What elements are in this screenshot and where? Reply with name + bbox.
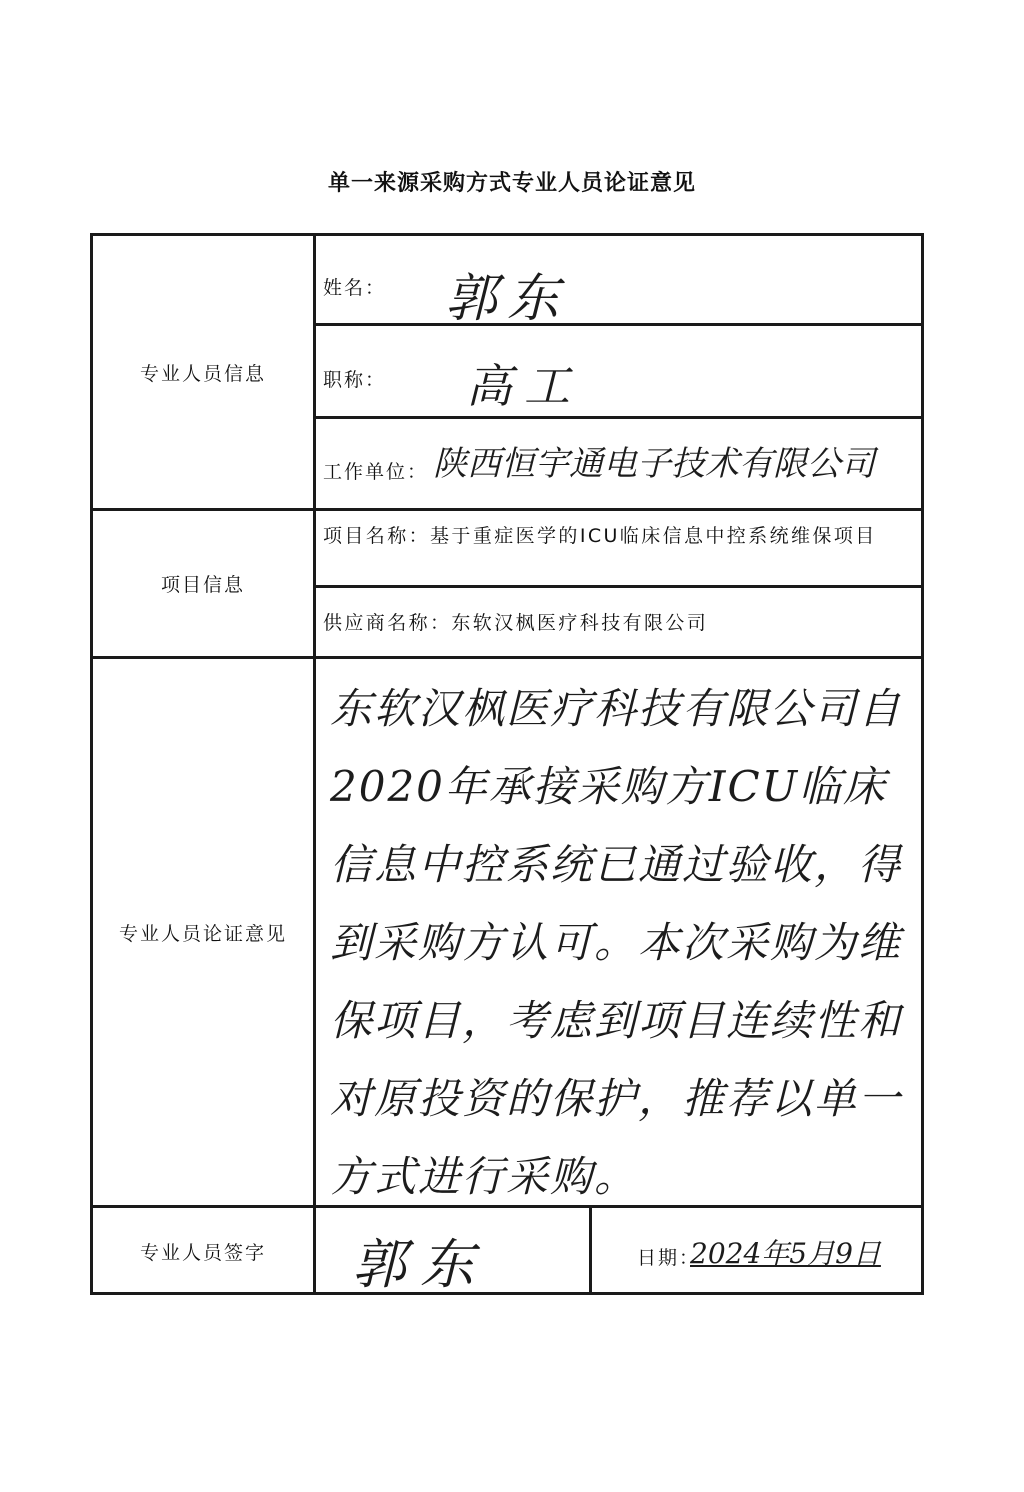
- opinion-handwritten: 东软汉枫医疗科技有限公司自2020年承接采购方ICU临床信息中控系统已通过验收，得到采购方认可。本次采购为维保项目，考虑到项目连续性和对原投资的保护，推荐以单一方式进行采购。: [330, 684, 903, 1201]
- project-name-field: [323, 522, 919, 550]
- personnel-section-label: 专业人员信息: [139, 362, 266, 385]
- name-label: 姓名：: [323, 277, 387, 299]
- opinion-section-label: 专业人员论证意见: [118, 922, 287, 945]
- project-name-value: 基于重症医学的ICU临床信息中控系统维保项目: [430, 525, 877, 547]
- divider-title: [313, 416, 924, 419]
- name-handwritten: 郭东: [445, 269, 570, 329]
- divider-vertical-signature: [589, 1205, 592, 1295]
- project-section-label: 项目信息: [160, 574, 245, 596]
- date-handwritten: 2024年5月9日: [690, 1237, 881, 1270]
- supplier-value: 东软汉枫医疗科技有限公司: [451, 612, 709, 634]
- divider-project-name: [313, 585, 924, 588]
- supplier-field: [323, 609, 919, 637]
- project-name-label: 项目名称：: [323, 525, 431, 547]
- signature-section-label: 专业人员签字: [139, 1242, 266, 1264]
- date-label: 日期：: [637, 1247, 701, 1269]
- supplier-label: 供应商名称：: [323, 612, 452, 634]
- signature-handwritten: 郭东: [352, 1233, 488, 1296]
- document-title: 单一来源采购方式专业人员论证意见: [327, 171, 696, 196]
- divider-vertical-main: [313, 233, 316, 1295]
- title-label: 职称：: [323, 369, 387, 391]
- title-handwritten: 高工: [466, 359, 582, 413]
- divider-name: [313, 323, 924, 326]
- employer-handwritten: 陕西恒宇通电子技术有限公司: [433, 444, 875, 484]
- employer-label: 工作单位：: [323, 461, 429, 483]
